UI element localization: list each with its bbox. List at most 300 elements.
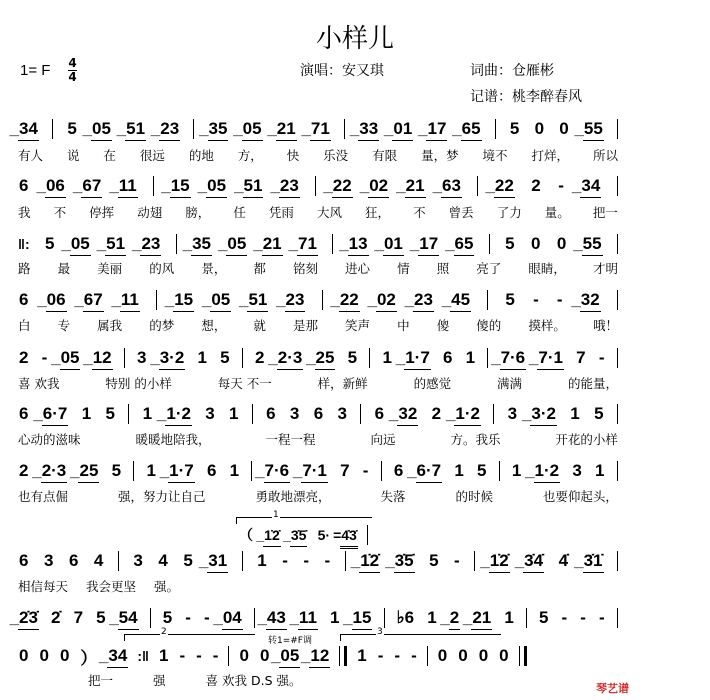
lyric-word: 铭刻 xyxy=(292,261,318,276)
notation-row xyxy=(18,347,618,369)
lyric-word: 狂， xyxy=(365,205,391,220)
interlude-line xyxy=(238,524,368,546)
note-group: 3 xyxy=(289,404,300,423)
lyric-word: 最 xyxy=(57,261,71,276)
note-group: _6·7 xyxy=(42,405,69,428)
lyric-word: 情 xyxy=(397,261,410,276)
volta-2: 2 xyxy=(124,634,255,641)
barline xyxy=(617,119,618,139)
barline xyxy=(52,119,53,139)
note-group: _1·7 xyxy=(168,462,195,485)
note-group: 4 xyxy=(93,551,104,570)
note-group: - xyxy=(598,348,605,367)
note-group: 6 xyxy=(19,176,29,195)
note-group: 6 xyxy=(313,404,324,423)
note-group: _25 xyxy=(315,349,336,372)
note-group: 1 xyxy=(465,348,476,367)
lyric-word: 满满 xyxy=(497,376,523,391)
lyric-word: 不 xyxy=(53,205,67,220)
lyric-word: 动翅 xyxy=(137,205,163,220)
notation-row xyxy=(9,118,618,140)
note-group: 5 xyxy=(45,234,55,253)
note-group: - xyxy=(556,290,563,309)
lyric-word: 照 xyxy=(436,261,450,276)
note-group: _12 xyxy=(92,349,113,372)
notation-row xyxy=(18,175,618,197)
note-group: 3 xyxy=(507,404,518,423)
barline xyxy=(487,290,488,310)
barline xyxy=(493,404,494,424)
lyric-word: 失落 xyxy=(380,489,406,504)
lyric-word: 有人 xyxy=(18,148,44,163)
note-group: 1 xyxy=(197,348,207,367)
composer-credit: 词曲：仓雁彬 xyxy=(470,63,554,79)
barline xyxy=(367,525,368,545)
note-group: 0 xyxy=(239,646,249,665)
lyric-word: 向远 xyxy=(370,432,396,447)
note-group: _71 xyxy=(297,235,318,258)
note-group: - xyxy=(282,551,288,570)
notation-row xyxy=(18,460,618,482)
note-group: 0 xyxy=(556,234,567,253)
note-group: 1 xyxy=(257,551,267,570)
note-group: _1̇2̇ xyxy=(263,526,281,549)
lyrics-line xyxy=(18,577,618,595)
note-group: _13 xyxy=(348,235,369,258)
note-group: - xyxy=(377,646,384,665)
note-group: 2 xyxy=(19,348,29,367)
barline xyxy=(150,608,151,628)
note-group: _34 xyxy=(18,120,39,143)
lyric-word: 傻 xyxy=(436,318,450,333)
barline xyxy=(617,608,618,628)
lyric-word: 开花的小样 xyxy=(555,432,618,447)
note-group: _33 xyxy=(358,120,379,143)
note-group: _1·7 xyxy=(404,349,431,372)
note-group: _05 xyxy=(279,647,300,670)
note-group: _17 xyxy=(418,235,439,258)
note-group: _35 xyxy=(191,235,212,258)
note-group: _65 xyxy=(461,120,482,143)
barline xyxy=(617,234,618,254)
note-group: 0 xyxy=(259,646,270,665)
note-group: _67 xyxy=(81,177,102,200)
note-group: 1 xyxy=(229,461,240,480)
note-group: - xyxy=(179,646,186,665)
note-group: 3 xyxy=(137,348,147,367)
note-group: _2̇3̇ xyxy=(18,609,39,632)
lyric-word: 专 xyxy=(57,318,71,333)
note-group: _6·7 xyxy=(416,462,443,485)
lyric-word: 眼睛， xyxy=(528,261,566,276)
note-group: 6 xyxy=(19,404,29,423)
lyric-word: 喜 欢我 D.S 强。 xyxy=(205,673,302,688)
note-group: _23 xyxy=(413,291,434,314)
note-group: 0 xyxy=(499,646,509,665)
lyric-word: 都 xyxy=(253,261,266,276)
note-group: - xyxy=(394,646,401,665)
transcriber-credit: 记谱：桃李醉春风 xyxy=(470,89,582,105)
note-group: - xyxy=(580,608,586,627)
note-group: 5 xyxy=(538,608,549,627)
note-group: _23 xyxy=(159,120,180,143)
lyrics-line xyxy=(18,146,618,164)
note-group: _01 xyxy=(383,235,404,258)
note-group: _67 xyxy=(83,291,104,314)
note-group: _15 xyxy=(352,609,373,632)
note-group: 2 xyxy=(531,176,541,195)
site-logo: 琴艺谱 xyxy=(596,682,629,695)
lyric-word: 心动的滋味 xyxy=(18,432,81,447)
barline xyxy=(499,461,500,481)
note-group: 5· xyxy=(317,527,331,543)
barline xyxy=(128,404,129,424)
song-title: 小样儿 xyxy=(315,24,394,54)
note-group: 1 xyxy=(158,646,169,665)
note-group: _51 xyxy=(243,177,264,200)
lyrics-line xyxy=(18,487,618,505)
note-group: - xyxy=(212,646,219,665)
note-group: - xyxy=(41,348,48,367)
volta-3: 3 xyxy=(340,634,501,641)
note-group: _1·2 xyxy=(454,405,481,428)
note-group: _45 xyxy=(450,291,471,314)
note-group: 1 xyxy=(427,608,437,627)
note-group: _51 xyxy=(125,120,146,143)
lyric-word: 所以 xyxy=(592,148,618,163)
note-group: _01 xyxy=(392,120,413,143)
note-group: =4̇3̇ xyxy=(340,526,358,549)
note-group: _11 xyxy=(118,177,138,200)
lyric-word: 想， xyxy=(201,318,227,333)
lyric-word: 了力 xyxy=(496,205,522,220)
lyric-word: 笑声 xyxy=(345,318,371,333)
barline xyxy=(477,176,478,196)
note-group: 7 xyxy=(73,608,84,627)
note-group: 1 xyxy=(595,461,605,480)
barline xyxy=(360,404,361,424)
note-group: 5 xyxy=(509,119,520,138)
note-group: _51 xyxy=(247,291,268,314)
note-group: 3 xyxy=(572,461,582,480)
barline xyxy=(487,348,488,368)
lyric-word: 很远 xyxy=(139,148,165,163)
barline xyxy=(617,176,618,196)
note-group: _21 xyxy=(262,235,283,258)
lyric-word: 凭雨 xyxy=(268,205,294,220)
lyric-word: 中 xyxy=(397,318,410,333)
lyrics-line xyxy=(18,203,618,221)
barline xyxy=(427,646,428,666)
note-group: 5 xyxy=(111,461,122,480)
key-signature: 1= F xyxy=(20,62,51,79)
note-group: _54 xyxy=(118,609,139,632)
lyric-word: 境不 xyxy=(482,148,508,163)
lyric-word: 勇敢地漂亮， xyxy=(255,489,331,504)
note-group: _3·2 xyxy=(530,405,557,428)
barline xyxy=(251,461,252,481)
lyric-word: 一程一程 xyxy=(265,432,316,447)
barline xyxy=(381,461,382,481)
lyric-word: 膀， xyxy=(185,205,211,220)
lyric-word: 也要仰起头， xyxy=(542,489,618,504)
time-top: 4 xyxy=(68,56,77,70)
lyric-word: 方。我乐 xyxy=(450,432,501,447)
note-group: _23 xyxy=(279,177,300,200)
note-group: 2 xyxy=(431,404,442,423)
lyric-word: 大风 xyxy=(316,205,342,220)
note-group: _17 xyxy=(426,120,447,143)
note-group: 6 xyxy=(443,348,453,367)
note-group: - xyxy=(362,461,369,480)
note-group: _02 xyxy=(368,177,389,200)
lyric-word: 停挥 xyxy=(89,205,115,220)
note-group: _55 xyxy=(583,120,604,143)
lyric-word: 强。 xyxy=(154,579,180,594)
note-group: _31 xyxy=(207,552,228,575)
note-group: 3 xyxy=(43,551,54,570)
note-group: _3̇5̇ xyxy=(394,552,415,575)
note-group: _11 xyxy=(120,291,140,314)
lyric-word: 把一 xyxy=(592,205,618,220)
note-group: 5 xyxy=(505,290,515,309)
barline xyxy=(228,646,229,666)
lyric-word: 打烊， xyxy=(531,148,569,163)
note-group: - xyxy=(204,608,210,627)
lyric-word: 的感觉 xyxy=(413,376,452,391)
note-group: 6 xyxy=(19,290,29,309)
lyric-word: 方， xyxy=(237,148,263,163)
note-group: - xyxy=(303,551,310,570)
note-group: 5 xyxy=(429,551,439,570)
lyric-word: 强 xyxy=(153,673,166,688)
note-group: 0 xyxy=(59,646,70,665)
note-group: _05 xyxy=(242,120,263,143)
barline xyxy=(156,290,157,310)
note-group: 3 xyxy=(337,404,347,423)
barline xyxy=(254,608,255,628)
lyric-word: 每天 不一 xyxy=(217,376,272,391)
note-group: _1̇2̇ xyxy=(489,552,510,575)
lyric-word: 样，新鲜 xyxy=(317,376,368,391)
lyric-word: 把一 xyxy=(88,673,114,688)
barline xyxy=(344,119,345,139)
notation-row xyxy=(18,645,618,667)
note-group: _11 xyxy=(298,609,318,632)
lyrics-line xyxy=(18,374,618,392)
notation-row xyxy=(18,403,618,425)
note-group: 0 xyxy=(437,646,448,665)
barline xyxy=(474,551,475,571)
lyric-word: 量，梦 xyxy=(421,148,459,163)
lyric-word: 说 xyxy=(66,148,80,163)
barline xyxy=(617,348,618,368)
note-group: _04 xyxy=(222,609,243,632)
note-group: 2 xyxy=(19,461,29,480)
note-group: 5 xyxy=(183,551,193,570)
lyric-word: 美丽 xyxy=(97,261,123,276)
note-group: 5 xyxy=(105,404,115,423)
barline xyxy=(332,234,333,254)
time-signature xyxy=(68,58,77,83)
note-group: 1 xyxy=(142,404,153,423)
note-group: _21 xyxy=(276,120,297,143)
note-group: _05 xyxy=(91,120,112,143)
lyric-word: 摸样。 xyxy=(528,318,566,333)
note-group: 7 xyxy=(340,461,350,480)
lyric-word: 亮了 xyxy=(476,261,502,276)
note-group: 1 xyxy=(229,404,239,423)
note-group: 1 xyxy=(504,608,514,627)
repeat-sign: :‖ xyxy=(137,648,149,664)
note-group: 5 xyxy=(505,234,515,253)
note-group: 6 xyxy=(206,461,217,480)
singer-credit: 演唱：安又琪 xyxy=(300,63,384,79)
note-group: 0 xyxy=(559,119,569,138)
note-group: _3̇4̇ xyxy=(523,552,544,575)
note-group: 0 xyxy=(19,646,29,665)
note-group: - xyxy=(324,551,331,570)
note-group: _06 xyxy=(45,177,66,200)
note-group: 2̇ xyxy=(51,608,61,627)
interlude-open-paren: （ xyxy=(239,527,253,543)
note-group: 4 xyxy=(158,551,168,570)
lyric-word: 进心 xyxy=(345,261,371,276)
notation-row xyxy=(18,233,618,255)
note-group: _2·3 xyxy=(41,462,68,485)
repeat-sign: ‖: xyxy=(18,236,30,252)
note-group: _43 xyxy=(266,609,287,632)
note-group: _7·1 xyxy=(537,349,564,372)
note-group: - xyxy=(411,646,417,665)
note-group: 0 xyxy=(534,119,545,138)
note-group: _06 xyxy=(46,291,67,314)
note-group: - xyxy=(196,646,202,665)
lyric-word: 景， xyxy=(201,261,227,276)
lyric-word: 我会更坚 xyxy=(86,579,137,594)
note-group: 1 xyxy=(329,608,340,627)
note-group: 5 xyxy=(594,404,604,423)
note-group: _55 xyxy=(582,235,603,258)
note-group: 1 xyxy=(454,461,464,480)
barline xyxy=(617,404,618,424)
note-group: 1 xyxy=(146,461,156,480)
lyric-word: 是那 xyxy=(292,318,318,333)
note-group: _12 xyxy=(309,647,330,670)
barline xyxy=(176,234,177,254)
lyric-word: 相信每天 xyxy=(18,579,69,594)
note-group: - xyxy=(185,608,191,627)
note-group: _51 xyxy=(105,235,126,258)
note-group: _21 xyxy=(405,177,426,200)
notation-row xyxy=(18,550,618,572)
lyrics-line xyxy=(18,259,618,277)
barline xyxy=(345,551,346,571)
note-group: 6 xyxy=(393,461,404,480)
notation-row xyxy=(18,289,618,311)
note-group: 5 xyxy=(476,461,487,480)
note-group: _21 xyxy=(471,609,492,632)
note-group: _3·2 xyxy=(159,349,186,372)
note-group: _1̇2̇ xyxy=(359,552,380,575)
note-group: _22 xyxy=(494,177,515,200)
lyric-word: 也有点倔 xyxy=(18,489,69,504)
note-group: _23 xyxy=(140,235,161,258)
barline xyxy=(519,646,527,666)
note-group: 1 xyxy=(570,404,580,423)
note-group: _34 xyxy=(580,177,601,200)
note-group: _2·3 xyxy=(277,349,304,372)
lyric-word: 傻的 xyxy=(476,318,502,333)
note-group: - xyxy=(533,290,539,309)
note-group: _34 xyxy=(107,647,128,670)
note-group: 5 xyxy=(162,608,173,627)
note-group: 5 xyxy=(347,348,358,367)
note-group: 5 xyxy=(220,348,230,367)
lyric-word: 我 xyxy=(18,205,31,220)
lyric-word: 的时候 xyxy=(455,489,493,504)
note-group: _7·6 xyxy=(264,462,291,485)
note-group: _05 xyxy=(226,235,247,258)
note-group: _22 xyxy=(332,177,353,200)
note-group: ） xyxy=(80,648,98,668)
note-group: _1·2 xyxy=(534,462,561,485)
note-group: 7 xyxy=(576,348,586,367)
barline xyxy=(193,119,194,139)
barline xyxy=(252,404,253,424)
note-group: 6 xyxy=(374,404,385,423)
lyric-word: 特别 的小样 xyxy=(105,376,172,391)
barline xyxy=(526,608,527,628)
note-group: 1 xyxy=(357,646,367,665)
note-group: 2 xyxy=(255,348,265,367)
lyric-word: 的梦 xyxy=(149,318,175,333)
lyric-word: 的地 xyxy=(188,148,214,163)
barline xyxy=(495,119,496,139)
note-group: _3̇5̇ xyxy=(290,526,308,549)
note-group: 0 xyxy=(531,234,541,253)
note-group: 1 xyxy=(511,461,522,480)
note-group: _35 xyxy=(208,120,229,143)
note-group: _05 xyxy=(60,349,81,372)
time-bottom: 4 xyxy=(68,70,77,84)
note-group: 6 xyxy=(68,551,79,570)
barline xyxy=(242,348,243,368)
note-group: _3̇1̇ xyxy=(583,552,604,575)
note-group: _32 xyxy=(397,405,418,428)
note-group: _65 xyxy=(454,235,475,258)
barline xyxy=(315,176,316,196)
barline xyxy=(617,461,618,481)
lyric-word: 白 xyxy=(18,318,31,333)
lyric-word: 在 xyxy=(103,148,116,163)
note-group: 0 xyxy=(39,646,49,665)
note-group: _02 xyxy=(376,291,397,314)
note-group: _15 xyxy=(170,177,191,200)
note-group: _05 xyxy=(206,177,227,200)
lyrics-line xyxy=(18,430,618,448)
note-group: _22 xyxy=(339,291,360,314)
lyric-word: 喜 欢我 xyxy=(18,376,60,391)
barline xyxy=(133,461,134,481)
note-group: _71 xyxy=(310,120,331,143)
lyric-word: 曾丢 xyxy=(448,205,474,220)
lyric-word: 有限 xyxy=(372,148,398,163)
note-group: 1 xyxy=(382,348,392,367)
note-group: 3 xyxy=(205,404,215,423)
note-group: _2 xyxy=(449,609,460,632)
lyric-word: 路 xyxy=(18,261,31,276)
